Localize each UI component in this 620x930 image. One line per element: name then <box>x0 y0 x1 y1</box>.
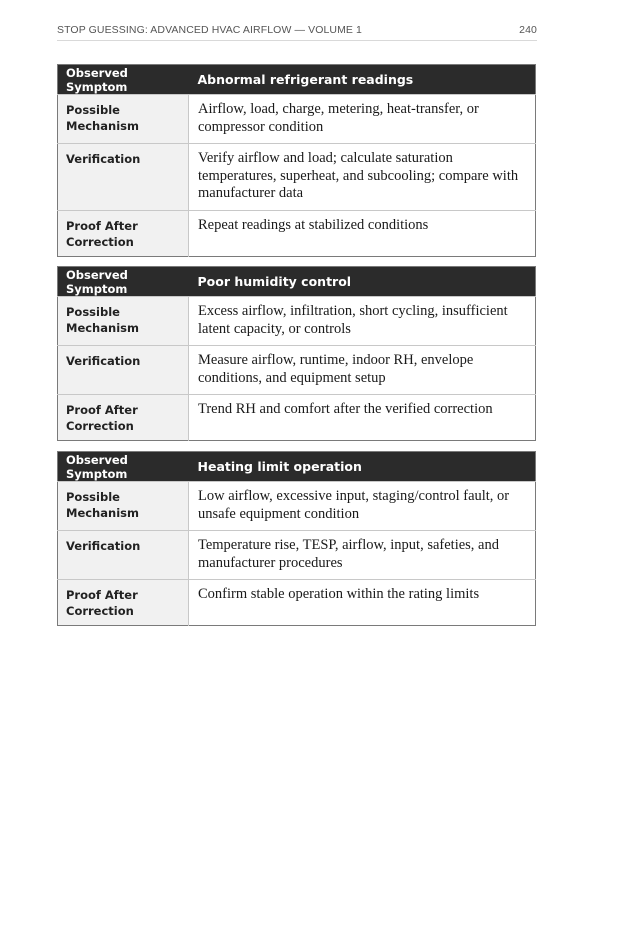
table-row <box>58 346 536 395</box>
symptom-table-3 <box>57 451 536 626</box>
verification-value: Verify airflow and load; calculate saturation temperatures, superheat, and subcooling; compare with manufacturer data <box>189 144 536 211</box>
symptom-label: Observed Symptom <box>58 452 189 482</box>
mechanism-label: Possible Mechanism <box>58 482 189 531</box>
table-row <box>58 531 536 580</box>
table-header-row <box>58 65 536 95</box>
proof-label: Proof After Correction <box>58 210 189 256</box>
table-header-row <box>58 452 536 482</box>
running-title: STOP GUESSING: ADVANCED HVAC AIRFLOW — VOLUME 1 <box>57 24 362 36</box>
verification-label: Verification <box>58 531 189 580</box>
symptom-value: Poor humidity control <box>189 267 536 297</box>
mechanism-label: Possible Mechanism <box>58 297 189 346</box>
table-row <box>58 95 536 144</box>
mechanism-value: Low airflow, excessive input, staging/control fault, or unsafe equipment condition <box>189 482 536 531</box>
page-number: 240 <box>519 24 537 36</box>
proof-label: Proof After Correction <box>58 580 189 626</box>
proof-value: Confirm stable operation within the rating limits <box>189 580 536 626</box>
table-row <box>58 482 536 531</box>
mechanism-label: Possible Mechanism <box>58 95 189 144</box>
verification-value: Temperature rise, TESP, airflow, input, safeties, and manufacturer procedures <box>189 531 536 580</box>
proof-value: Repeat readings at stabilized conditions <box>189 210 536 256</box>
proof-value: Trend RH and comfort after the verified correction <box>189 395 536 441</box>
table-header-row <box>58 267 536 297</box>
symptom-label: Observed Symptom <box>58 65 189 95</box>
table-row <box>58 210 536 256</box>
table-row <box>58 297 536 346</box>
symptom-value: Abnormal refrigerant readings <box>189 65 536 95</box>
running-header <box>57 22 537 41</box>
table-row <box>58 144 536 211</box>
proof-label: Proof After Correction <box>58 395 189 441</box>
symptom-table-2 <box>57 266 536 441</box>
symptom-label: Observed Symptom <box>58 267 189 297</box>
verification-label: Verification <box>58 346 189 395</box>
symptom-value: Heating limit operation <box>189 452 536 482</box>
table-row <box>58 580 536 626</box>
symptom-table-1 <box>57 64 536 257</box>
verification-label: Verification <box>58 144 189 211</box>
verification-value: Measure airflow, runtime, indoor RH, envelope conditions, and equipment setup <box>189 346 536 395</box>
mechanism-value: Airflow, load, charge, metering, heat-transfer, or compressor condition <box>189 95 536 144</box>
table-row <box>58 395 536 441</box>
mechanism-value: Excess airflow, infiltration, short cycling, insufficient latent capacity, or controls <box>189 297 536 346</box>
